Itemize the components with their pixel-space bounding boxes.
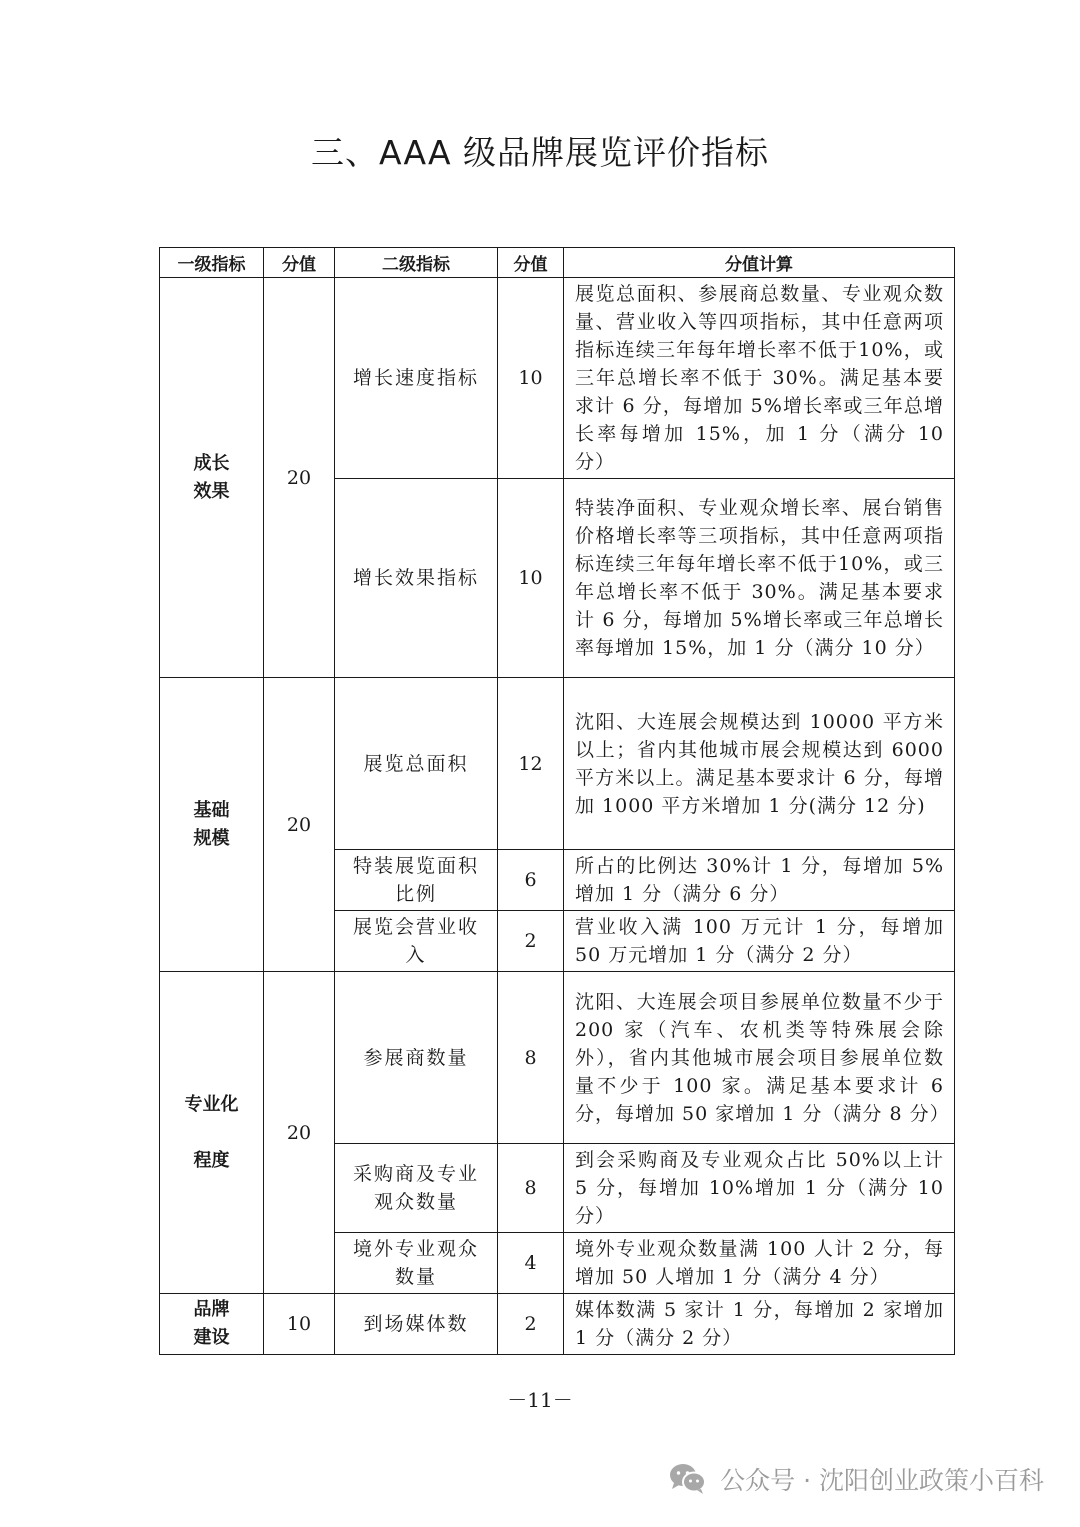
level2-indicator: 展览总面积: [335, 678, 498, 850]
watermark: [668, 1461, 1044, 1497]
level2-score: 8: [498, 972, 564, 1144]
level2-score: 10: [498, 278, 564, 479]
level2-indicator: 参展商数量: [335, 972, 498, 1144]
score-calculation: 所占的比例达 30%计 1 分，每增加 5%增加 1 分（满分 6 分）: [564, 850, 955, 911]
wechat-icon: [668, 1462, 708, 1496]
level2-score: 6: [498, 850, 564, 911]
header-level1-indicator: 一级指标: [160, 248, 264, 278]
watermark-text: 公众号 · 沈阳创业政策小百科: [720, 1466, 1044, 1495]
level2-score: 2: [498, 1294, 564, 1355]
score-calculation: 沈阳、大连展会规模达到 10000 平方米以上；省内其他城市展会规模达到 6000 平方米以上。满足基本要求计 6 分，每增加 1000 平方米增加 1 分(满分 12 分): [564, 678, 955, 850]
table-row: [160, 678, 955, 850]
header-score-calculation: 分值计算: [564, 248, 955, 278]
score-calculation: 媒体数满 5 家计 1 分，每增加 2 家增加 1 分（满分 2 分）: [564, 1294, 955, 1355]
level2-score: 12: [498, 678, 564, 850]
level1-indicator: 品牌 建设: [160, 1294, 264, 1355]
level2-indicator: 采购商及专业观众数量: [335, 1144, 498, 1233]
header-level2-score: 分值: [498, 248, 564, 278]
evaluation-table: [159, 247, 955, 1355]
table-row: [160, 278, 955, 479]
level1-score: 20: [264, 678, 335, 972]
level2-indicator: 到场媒体数: [335, 1294, 498, 1355]
score-calculation: 特装净面积、专业观众增长率、展台销售价格增长率等三项指标，其中任意两项指标连续三年每年增长率不低于10%，或三年总增长率不低于 30%。满足基本要求计 6 分，每增加 5%增长率或三年总增长率每增加 15%，加 1 分（满分 10 分）: [564, 479, 955, 678]
score-calculation: 境外专业观众数量满 100 人计 2 分，每增加 50 人增加 1 分（满分 4 分）: [564, 1233, 955, 1294]
level1-indicator: 基础 规模: [160, 678, 264, 972]
score-calculation: 沈阳、大连展会项目参展单位数量不少于 200 家（汽车、农机类等特殊展会除外），省内其他城市展会项目参展单位数量不少于 100 家。满足基本要求计 6 分，每增加 50 家增加 1 分（满分 8 分）: [564, 972, 955, 1144]
level1-indicator: 成长 效果: [160, 278, 264, 678]
level2-indicator: 展览会营业收入: [335, 911, 498, 972]
header-level2-indicator: 二级指标: [335, 248, 498, 278]
table-header-row: [160, 248, 955, 278]
table-row: [160, 1294, 955, 1355]
score-calculation: 营业收入满 100 万元计 1 分，每增加 50 万元增加 1 分（满分 2 分）: [564, 911, 955, 972]
level1-indicator: 专业化 程度: [160, 972, 264, 1294]
page-number: －11－: [507, 1388, 573, 1412]
level2-indicator: 增长效果指标: [335, 479, 498, 678]
level2-indicator: 境外专业观众数量: [335, 1233, 498, 1294]
level2-indicator: 增长速度指标: [335, 278, 498, 479]
table-row: [160, 972, 955, 1144]
score-calculation: 到会采购商及专业观众占比 50%以上计 5 分，每增加 10%增加 1 分（满分 10 分）: [564, 1144, 955, 1233]
level2-score: 10: [498, 479, 564, 678]
level1-score: 20: [264, 278, 335, 678]
level2-score: 8: [498, 1144, 564, 1233]
header-level1-score: 分值: [264, 248, 335, 278]
page-title: 三、AAA 级品牌展览评价指标: [310, 133, 770, 172]
level2-score: 2: [498, 911, 564, 972]
score-calculation: 展览总面积、参展商总数量、专业观众数量、营业收入等四项指标，其中任意两项指标连续三年每年增长率不低于10%，或三年总增长率不低于 30%。满足基本要求计 6 分，每增加 5%增长率或三年总增长率每增加 15%，加 1 分（满分 10 分）: [564, 278, 955, 479]
level1-score: 10: [264, 1294, 335, 1355]
level1-score: 20: [264, 972, 335, 1294]
level2-score: 4: [498, 1233, 564, 1294]
level2-indicator: 特装展览面积比例: [335, 850, 498, 911]
